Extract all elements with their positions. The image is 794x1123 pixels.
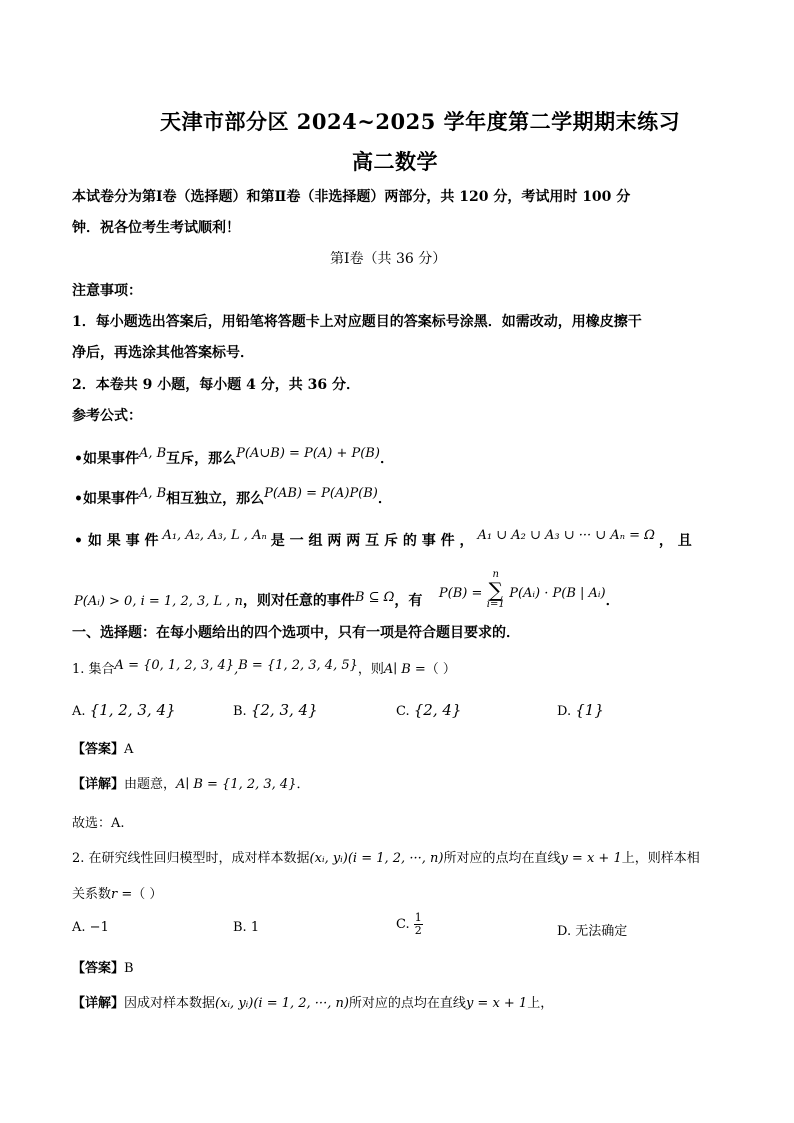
formula-2-expression: P(AB) = P(A)P(B): [264, 486, 378, 501]
question-1-option-d[interactable]: D. {1}: [557, 701, 604, 719]
section-title: 第Ⅰ卷（共 36 分）: [330, 251, 447, 267]
note-item-1-cont: 净后，再选涂其他答案标号．: [72, 345, 254, 361]
formula-4-expression: P(Aᵢ) · P(B | Aᵢ): [509, 586, 606, 601]
question-1-detail: 【详解】由题意，A∣ B = {1, 2, 3, 4}．: [72, 777, 310, 792]
question-1-stem: 1. 集合A = {0, 1, 2, 3, 4},B = {1, 2, 3, 4, 5}，则A∣ B =（ ）: [72, 658, 456, 677]
note-item-1: 1．每小题选出答案后，用铅笔将答题卡上对应题目的答案标号涂黑．如需改动，用橡皮擦干: [72, 314, 642, 330]
formula-3-expression: A₁ ∪ A₂ ∪ A₃ ∪ ··· ∪ Aₙ = Ω: [477, 528, 655, 543]
formula-3: • 如 果 事 件 A₁, A₂, A₃, L , Aₙ 是 一 组 两 两 互 斥 的 事 件 ， A₁ ∪ A₂ ∪ A₃ ∪ ··· ∪ Aₙ = Ω ， 且: [74, 528, 692, 549]
formula-1-expression: P(A∪B) = P(A) + P(B): [236, 446, 380, 461]
page-subtitle: 高二数学: [352, 149, 438, 174]
formula-1: •如果事件A, B互斥，那么P(A∪B) = P(A) + P(B)．: [74, 446, 394, 467]
question-2-detail: 【详解】因成对样本数据(xᵢ, yᵢ)(i = 1, 2, ···, n)所对应的点均在直线y = x + 1上，: [72, 996, 554, 1011]
note-item-2: 2．本卷共 9 小题，每小题 4 分，共 36 分．: [72, 377, 360, 393]
question-1-option-b[interactable]: B. {2, 3, 4}: [233, 701, 318, 719]
formula-4: P(Aᵢ) > 0, i = 1, 2, 3, L , n，则对任意的事件B ⊆ Ω，有 P(B) = n ∑ i=1 P(Aᵢ) · P(B | Aᵢ)．: [74, 569, 620, 610]
intro-line-1: 本试卷分为第Ⅰ卷（选择题）和第Ⅱ卷（非选择题）两部分，共 120 分，考试用时 100 分: [72, 189, 631, 205]
question-2-option-a[interactable]: A. −1: [72, 920, 109, 935]
fraction-one-half: $\frac{1}{2}$: [414, 911, 422, 937]
notes-heading: 注意事项：: [72, 283, 142, 299]
question-2-option-d[interactable]: D. 无法确定: [557, 924, 628, 939]
question-1-option-a[interactable]: A. {1, 2, 3, 4}: [72, 701, 176, 719]
question-1-answer: 【答案】A: [72, 742, 134, 757]
question-2-answer: 【答案】B: [72, 961, 134, 976]
formula-4-condition: P(Aᵢ) > 0, i = 1, 2, 3, L , n: [74, 594, 243, 609]
question-2-option-b[interactable]: B. 1: [233, 920, 260, 935]
part-1-heading: 一、选择题：在每小题给出的四个选项中，只有一项是符合题目要求的．: [72, 625, 520, 641]
question-1-option-c[interactable]: C. {2, 4}: [396, 701, 462, 719]
question-2-stem-cont: 关系数r =（ ）: [72, 887, 163, 902]
question-2-option-c[interactable]: C. $\frac{1}{2}$: [396, 911, 422, 937]
question-2-stem: 2. 在研究线性回归模型时，成对样本数据(xᵢ, yᵢ)(i = 1, 2, ···, n)所对应的点均在直线y = x + 1上，则样本相: [72, 851, 700, 866]
question-1-choose: 故选：A.: [72, 816, 125, 831]
intro-line-2: 钟．祝各位考生考试顺利！: [72, 220, 240, 236]
summation-sign: n ∑ i=1: [486, 569, 505, 610]
formula-2: •如果事件A, B相互独立，那么P(AB) = P(A)P(B)．: [74, 486, 392, 507]
page-title: 天津市部分区 2024~2025 学年度第二学期期末练习: [160, 109, 681, 134]
formulas-heading: 参考公式：: [72, 408, 142, 424]
